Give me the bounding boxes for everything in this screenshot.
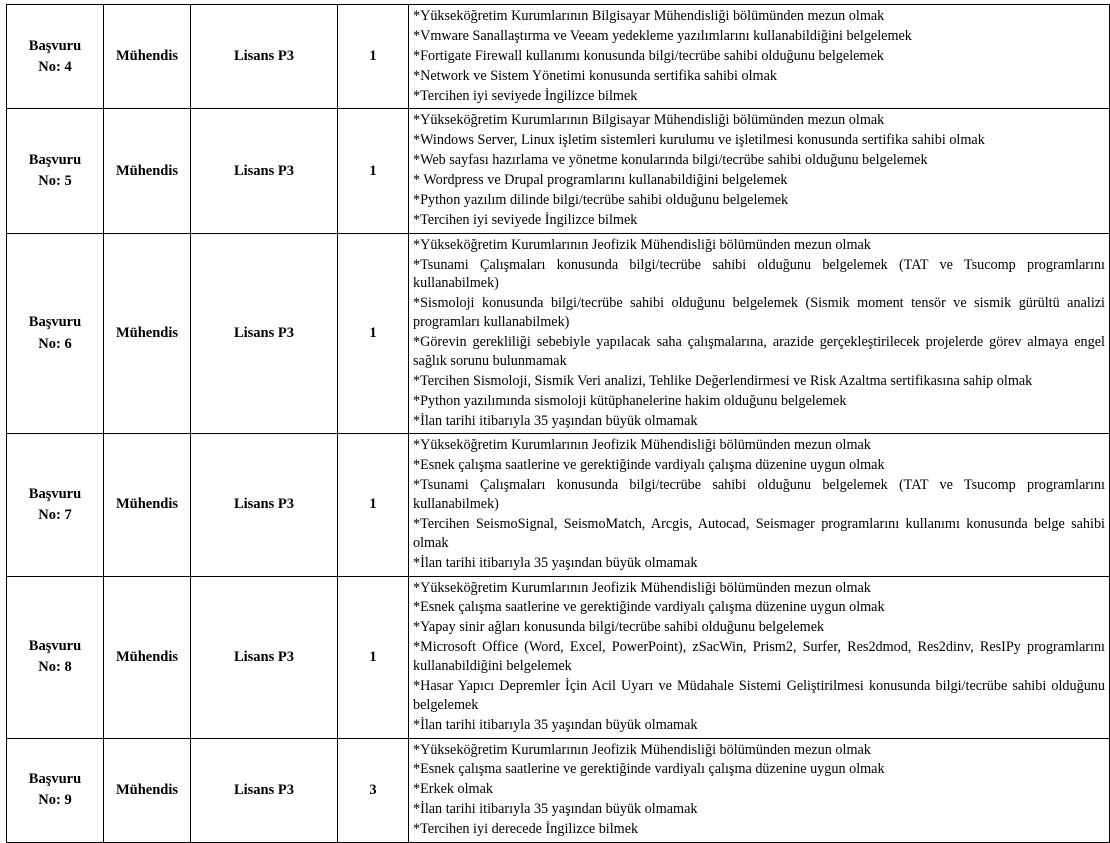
requirement-item: *Tercihen Sismoloji, Sismik Veri analizi, Tehlike Değerlendirmesi ve Risk Azaltma sertifikasına sahip olmak: [413, 372, 1033, 389]
requirement-item: *Esnek çalışma saatlerine ve gerektiğinde vardiyalı çalışma düzenine uygun olmak: [413, 599, 885, 616]
requirements-cell: [409, 109, 1110, 233]
application-label: Başvuru: [28, 771, 82, 788]
table-body: [7, 5, 1110, 843]
requirements-list: [413, 436, 1105, 572]
requirements-list: [413, 741, 1105, 839]
position-title-cell: Mühendis: [104, 233, 191, 434]
table-row: [7, 5, 1110, 109]
requirements-list: [413, 579, 1105, 735]
requirement-item: *Windows Server, Linux işletim sistemleri kurulumu ve işletilmesi konusunda sertifika sahibi olmak: [413, 132, 985, 149]
requirement-item: *Yükseköğretim Kurumlarının Jeofizik Mühendisliği bölümünden mezun olmak: [413, 236, 871, 253]
position-count-cell: 1: [338, 434, 409, 576]
application-number: No: 8: [38, 659, 72, 675]
requirement-item: *Esnek çalışma saatlerine ve gerektiğinde vardiyalı çalışma düzenine uygun olmak: [413, 761, 885, 778]
position-count-cell: 1: [338, 233, 409, 434]
application-label: Başvuru: [28, 485, 82, 502]
requirement-item: *İlan tarihi itibarıyla 35 yaşından büyük olmamak: [413, 716, 698, 733]
application-label: Başvuru: [28, 314, 82, 331]
table-row: [7, 434, 1110, 576]
position-level-cell: Lisans P3: [191, 109, 338, 233]
requirement-item: *Web sayfası hazırlama ve yönetme konularında bilgi/tecrübe sahibi olduğunu belgelemek: [413, 152, 928, 169]
application-number: No: 7: [38, 506, 72, 523]
requirement-item: *Fortigate Firewall kullanımı konusunda bilgi/tecrübe sahibi olduğunu belgelemek: [413, 47, 884, 64]
requirement-item: *İlan tarihi itibarıyla 35 yaşından büyük olmamak: [413, 801, 698, 818]
table-row: [7, 233, 1110, 434]
application-label: Başvuru: [28, 637, 82, 654]
requirement-item: *Vmware Sanallaştırma ve Veeam yedekleme yazılımlarını kullanabildiğini belgelemek: [413, 27, 912, 44]
position-level-cell: Lisans P3: [191, 434, 338, 576]
requirement-item: *Yapay sinir ağları konusunda bilgi/tecrübe sahibi olduğunu belgelemek: [413, 619, 825, 636]
position-title-cell: Mühendis: [104, 5, 191, 109]
position-level-cell: Lisans P3: [191, 5, 338, 109]
requirement-item: *Tercihen SeismoSignal, SeismoMatch, Arcgis, Autocad, Seismager programlarını kullanımı konusunda belge sahibi olmak: [413, 515, 1105, 551]
requirements-list: [413, 111, 1105, 229]
position-count-cell: 3: [338, 738, 409, 842]
requirement-item: *Yükseköğretim Kurumlarının Bilgisayar Mühendisliği bölümünden mezun olmak: [413, 8, 885, 24]
table-row: [7, 576, 1110, 738]
application-label: Başvuru: [28, 151, 82, 168]
requirement-item: *Python yazılım dilinde bilgi/tecrübe sahibi olduğunu belgelemek: [413, 191, 789, 208]
requirement-item: *Görevin gerekliliği sebebiyle yapılacak saha çalışmalarına, arazide gerçekleştirilecek projelerde görev almaya engel sağlık sorunu bulunmamak: [413, 334, 1105, 369]
requirement-item: *Tercihen iyi seviyede İngilizce bilmek: [413, 87, 638, 104]
application-number: No: 5: [38, 173, 72, 189]
position-count-cell: 1: [338, 109, 409, 233]
requirement-item: *Tercihen iyi seviyede İngilizce bilmek: [413, 211, 638, 228]
requirements-table: [6, 4, 1110, 843]
requirement-item: * Wordpress ve Drupal programlarını kullanabildiğini belgelemek: [413, 172, 788, 188]
application-number-cell: [7, 109, 104, 233]
application-number: No: 4: [38, 58, 72, 75]
application-number-cell: [7, 738, 104, 842]
requirements-cell: [409, 5, 1110, 109]
requirement-item: *Esnek çalışma saatlerine ve gerektiğinde vardiyalı çalışma düzenine uygun olmak: [413, 457, 885, 474]
position-title-cell: Mühendis: [104, 576, 191, 738]
requirement-item: *Tsunami Çalışmaları konusunda bilgi/tecrübe sahibi olduğunu belgelemek (TAT ve Tsucomp programlarını kullanabilmek): [413, 477, 1105, 512]
requirement-item: *Yükseköğretim Kurumlarının Jeofizik Mühendisliği bölümünden mezun olmak: [413, 579, 871, 596]
requirement-item: *Sismoloji konusunda bilgi/tecrübe sahibi olduğunu belgelemek (Sismik moment tensör ve sismik gürültü analizi programları kullanabilmek): [413, 295, 1105, 331]
application-number-cell: [7, 434, 104, 576]
requirement-item: *Tsunami Çalışmaları konusunda bilgi/tecrübe sahibi olduğunu belgelemek (TAT ve Tsucomp programlarını kullanabilmek): [413, 256, 1105, 292]
application-number-cell: [7, 576, 104, 738]
requirement-item: *Python yazılımında sismoloji kütüphanelerine hakim olduğunu belgelemek: [413, 392, 847, 409]
position-level-cell: Lisans P3: [191, 233, 338, 434]
position-title-cell: Mühendis: [104, 109, 191, 233]
position-title-cell: Mühendis: [104, 738, 191, 842]
requirement-item: *Hasar Yapıcı Depremler İçin Acil Uyarı ve Müdahale Sistemi Geliştirilmesi konusunda bilgi/tecrübe sahibi olduğunu belgelemek: [413, 677, 1105, 713]
position-count-cell: 1: [338, 5, 409, 109]
requirement-item: *İlan tarihi itibarıyla 35 yaşından büyük olmamak: [413, 554, 698, 571]
application-number: No: 6: [38, 335, 72, 352]
requirements-cell: [409, 738, 1110, 842]
table-row: [7, 738, 1110, 842]
application-label: Başvuru: [28, 37, 82, 54]
application-number-cell: [7, 5, 104, 109]
requirements-cell: [409, 233, 1110, 434]
position-level-cell: Lisans P3: [191, 576, 338, 738]
requirement-item: *Erkek olmak: [413, 781, 493, 798]
requirement-item: *Yükseköğretim Kurumlarının Jeofizik Mühendisliği bölümünden mezun olmak: [413, 437, 871, 454]
requirements-list: [413, 236, 1105, 431]
application-number: No: 9: [38, 792, 72, 809]
requirement-item: *Yükseköğretim Kurumlarının Jeofizik Mühendisliği bölümünden mezun olmak: [413, 741, 871, 758]
position-level-cell: Lisans P3: [191, 738, 338, 842]
application-number-cell: [7, 233, 104, 434]
position-count-cell: 1: [338, 576, 409, 738]
position-title-cell: Mühendis: [104, 434, 191, 576]
requirement-item: *Network ve Sistem Yönetimi konusunda sertifika sahibi olmak: [413, 67, 777, 84]
requirement-item: *Tercihen iyi derecede İngilizce bilmek: [413, 821, 639, 837]
requirements-cell: [409, 576, 1110, 738]
requirements-list: [413, 7, 1105, 105]
table-row: [7, 109, 1110, 233]
requirement-item: *Yükseköğretim Kurumlarının Bilgisayar Mühendisliği bölümünden mezun olmak: [413, 112, 885, 129]
requirements-cell: [409, 434, 1110, 576]
requirement-item: *İlan tarihi itibarıyla 35 yaşından büyük olmamak: [413, 412, 698, 429]
requirement-item: *Microsoft Office (Word, Excel, PowerPoint), zSacWin, Prism2, Surfer, Res2dmod, Res2dinv, ResIPy programlarını kullanabildiğini belgelemek: [413, 639, 1105, 674]
